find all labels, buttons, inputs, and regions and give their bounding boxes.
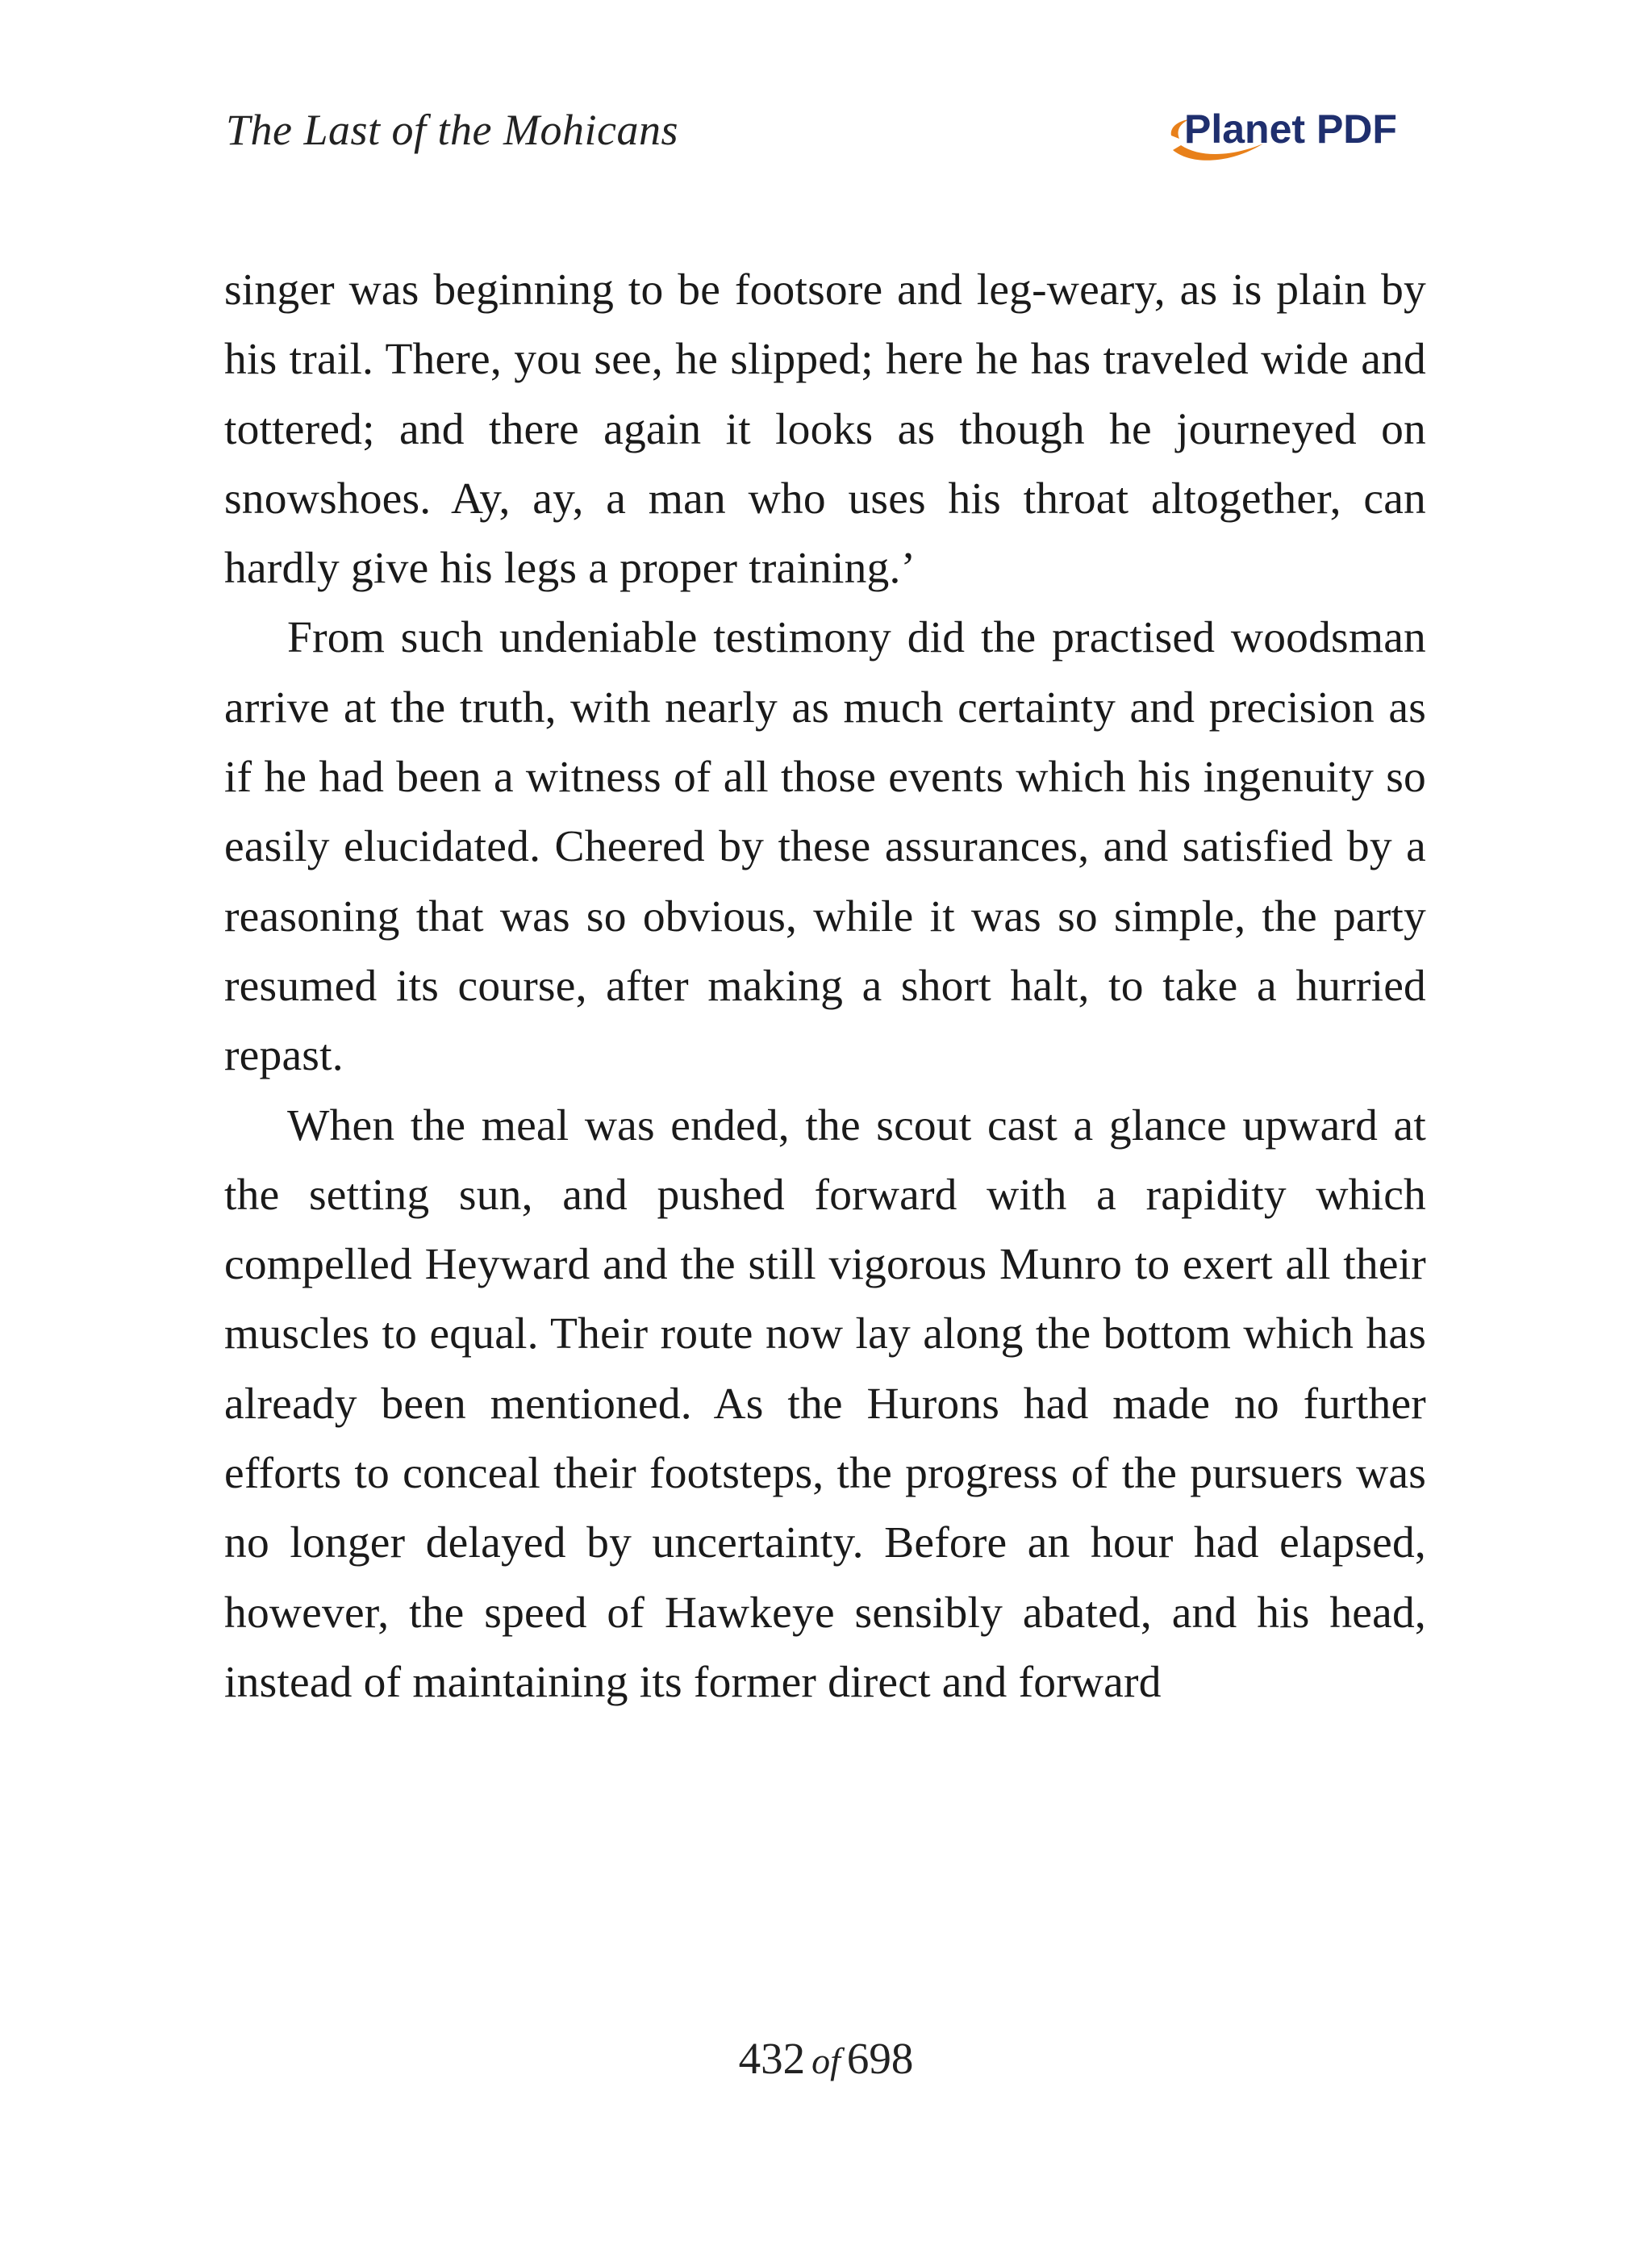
logo-text: Planet PDF: [1184, 106, 1397, 152]
paragraph: From such undeniable testimony did the practised woodsman arrive at the truth, with nearly as much certainty and precision as if he had been a witness of all those events which his ingenuity so easily elucidated. Cheered by these assurances, and satisfied by a reasoning that was so obvious, while it was so simple, the party resumed its course, after making a short halt, to take a hurried repast.: [224, 613, 1426, 1081]
planet-pdf-logo: [1168, 103, 1426, 168]
running-head-book-title: The Last of the Mohicans: [226, 106, 678, 154]
page-body: [224, 256, 1426, 1718]
of-label: of: [811, 2040, 841, 2081]
page-number: [0, 2033, 1652, 2084]
paragraph: When the meal was ended, the scout cast a glance upward at the setting sun, and pushed forward with a rapidity which compelled Heyward and the still vigorous Munro to exert all their muscles to equal. Their route now lay along the bottom which has already been mentioned. As the Hurons had made no further efforts to conceal their footsteps, the progress of the pursuers was no longer delayed by uncertainty. Before an hour had elapsed, however, the speed of Hawkeye sensibly abated, and his head, instead of maintaining its former direct and forward: [224, 1100, 1426, 1707]
current-page: 432: [738, 2034, 806, 2083]
total-pages: 698: [846, 2034, 914, 2083]
paragraph: singer was beginning to be footsore and leg-weary, as is plain by his trail. There, you see, he slipped; here he has traveled wide and tottered; and there again it looks as though he journeyed on snowshoes. Ay, ay, a man who uses his throat altogether, can hardly give his legs a proper training.’: [224, 265, 1426, 594]
